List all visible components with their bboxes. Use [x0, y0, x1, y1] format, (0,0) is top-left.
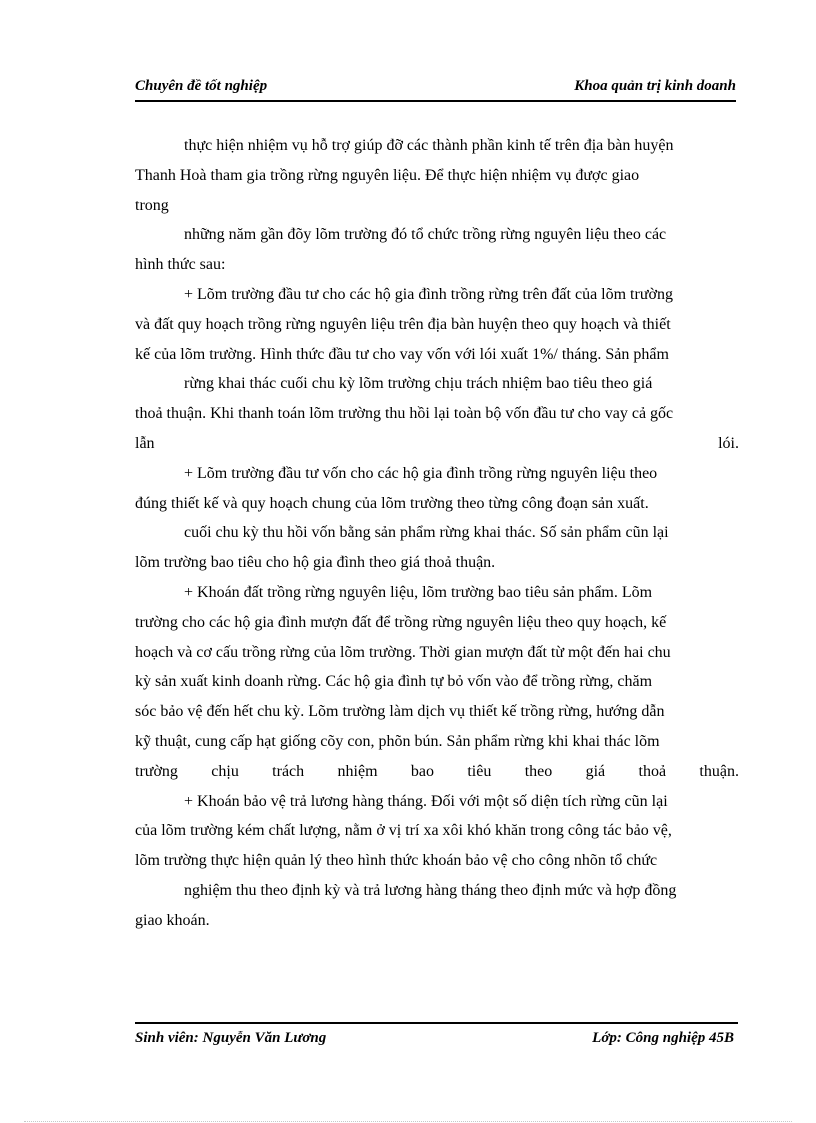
text-line: sóc bảo vệ đến hết chu kỳ. Lõm trường làm dịch vụ thiết kế trồng rừng, hướng dẫn: [135, 703, 665, 721]
word: trách: [272, 762, 305, 780]
text-line: nghiệm thu theo định kỳ và trả lương hàng tháng theo định mức và hợp đồng: [184, 881, 677, 899]
text-line: những năm gần đõy lõm trường đó tổ chức trồng rừng nguyên liệu theo các: [184, 226, 667, 244]
word: tiêu: [467, 762, 492, 780]
text-line-justified: [135, 429, 739, 459]
word: thoả: [638, 762, 667, 780]
page-footer: [135, 1022, 738, 1052]
text-line: lõm trường bao tiêu cho hộ gia đình theo giá thoả thuận.: [135, 554, 496, 572]
word: theo: [524, 762, 553, 780]
text-line: giao khoán.: [135, 911, 210, 929]
text-line: đúng thiết kế và quy hoạch chung của lõm trường theo từng công đoạn sản xuất.: [135, 494, 649, 512]
word: lẫn: [135, 434, 155, 452]
word: bao: [410, 762, 434, 780]
text-line: thoả thuận. Khi thanh toán lõm trường thu hồi lại toàn bộ vốn đầu tư cho vay cả gốc: [135, 405, 674, 423]
word: thuận.: [699, 762, 739, 780]
document-body: [135, 131, 739, 936]
text-line-justified: [135, 757, 739, 787]
text-line: + Khoán bảo vệ trả lương hàng tháng. Đối với một số diện tích rừng cũn lại: [184, 792, 668, 810]
text-line: và đất quy hoạch trồng rừng nguyên liệu trên địa bàn huyện theo quy hoạch và thiết: [135, 315, 671, 333]
word: chịu: [211, 762, 239, 780]
text-line: hình thức sau:: [135, 256, 226, 274]
word: lói.: [718, 434, 739, 452]
text-line: trường cho các hộ gia đình mượn đất để trồng rừng nguyên liệu theo quy hoạch, kế: [135, 613, 667, 631]
text-line: thực hiện nhiệm vụ hỗ trợ giúp đỡ các thành phần kinh tế trên địa bàn huyện: [184, 137, 674, 154]
page-header: [135, 76, 736, 102]
text-line: + Lõm trường đầu tư vốn cho các hộ gia đình trồng rừng nguyên liệu theo: [184, 464, 658, 482]
text-line: Thanh Hoà tham gia trồng rừng nguyên liệu. Để thực hiện nhiệm vụ được giao: [135, 166, 640, 184]
word: trường: [135, 762, 178, 780]
text-line: rừng khai thác cuối chu kỳ lõm trường chịu trách nhiệm bao tiêu theo giá: [184, 375, 653, 393]
header-faculty: Khoa quản trị kinh doanh: [574, 78, 736, 94]
text-line: trong: [135, 196, 169, 214]
word: nhiệm: [337, 762, 378, 780]
header-thesis-title: Chuyên đề tốt nghiệp: [135, 78, 268, 94]
text-line: của lõm trường kém chất lượng, nằm ở vị trí xa xôi khó khăn trong công tác bảo vệ,: [135, 822, 672, 840]
text-line: hoạch và cơ cấu trồng rừng của lõm trường. Thời gian mượn đất từ một đến hai chu: [135, 643, 671, 661]
page-edge-divider: [24, 1121, 792, 1122]
text-line: kỹ thuật, cung cấp hạt giống cõy con, phõn bún. Sản phẩm rừng khi khai thác lõm: [135, 732, 660, 750]
footer-student-name: Sinh viên: Nguyễn Văn Lương: [135, 1030, 327, 1046]
word: giá: [585, 762, 606, 780]
text-line: kế của lõm trường. Hình thức đầu tư cho vay vốn với lói xuất 1%/ tháng. Sản phẩm: [135, 345, 669, 363]
text-line: + Lõm trường đầu tư cho các hộ gia đình trồng rừng trên đất của lõm trường: [184, 285, 673, 303]
text-line: cuối chu kỳ thu hồi vốn bằng sản phẩm rừng khai thác. Số sản phẩm cũn lại: [184, 524, 669, 542]
text-line: kỳ sản xuất kinh doanh rừng. Các hộ gia đình tự bỏ vốn vào để trồng rừng, chăm: [135, 673, 653, 691]
text-line: lõm trường thực hiện quản lý theo hình thức khoán bảo vệ cho công nhõn tổ chức: [135, 852, 658, 870]
text-line: + Khoán đất trồng rừng nguyên liệu, lõm trường bao tiêu sản phẩm. Lõm: [184, 583, 653, 601]
footer-class: Lớp: Công nghiệp 45B: [592, 1030, 734, 1046]
